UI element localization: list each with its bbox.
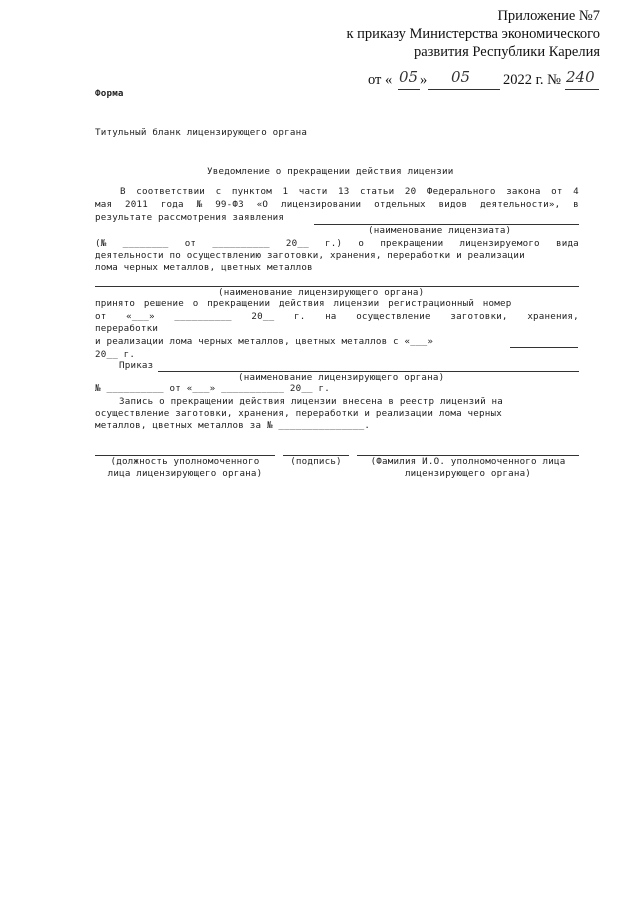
caption-signature: (подпись) — [290, 456, 342, 467]
p1-line3: результате рассмотрения заявления — [95, 212, 285, 223]
notice-title: Уведомление о прекращении действия лицензии — [207, 166, 454, 177]
p2-line5: 20__ г. — [95, 349, 136, 360]
caption-position-1: (должность уполномоченного — [110, 456, 260, 467]
caption-name-2: лицензирующего органа) — [404, 468, 532, 479]
caption-position-2: лица лицензирующего органа) — [107, 468, 263, 479]
order-number-line: № __________ от «___» ___________ 20__ г. — [95, 383, 330, 394]
ministry-name: развития Республики Карелия — [413, 44, 600, 60]
date-year-number-label: 2022 г. № — [503, 72, 562, 88]
date-prefix: от « — [368, 72, 393, 88]
p1-line5: деятельности по осуществлению заготовки, хранения, переработки и реализации — [95, 250, 525, 261]
date-month-handwritten: 05 — [451, 68, 471, 86]
registry-line2: осуществление заготовки, хранения, переработки и реализации лома черных — [95, 408, 502, 419]
appendix-number: Приложение №7 — [497, 8, 600, 24]
p1-line4: (№ ________ от __________ 20__ г.) о прекращении лицензируемого вида — [95, 238, 579, 249]
registry-line3: металлов, цветных металлов за № _______________. — [95, 420, 371, 431]
date-day-handwritten: 05 — [399, 68, 419, 86]
p2-line2: от «___» __________ 20__ г. на осуществление заготовки, хранения, — [95, 311, 579, 322]
doc-number-handwritten: 240 — [566, 68, 595, 86]
p2-line4: и реализации лома черных металлов, цветных металлов с «___» — [95, 336, 434, 347]
date-mid: » — [420, 72, 428, 88]
registry-line1: Запись о прекращении действия лицензии внесена в реестр лицензий на — [119, 396, 503, 407]
caption-authority-2: (наименование лицензирующего органа) — [238, 372, 445, 383]
p1-line6: лома черных металлов, цветных металлов — [95, 262, 313, 273]
order-label: Приказ — [119, 360, 154, 371]
form-label: Форма — [95, 88, 124, 99]
p1-line1: В соответствии с пунктом 1 части 13 статьи 20 Федерального закона от 4 — [120, 186, 579, 197]
caption-name-1: (Фамилия И.О. уполномоченного лица — [370, 456, 566, 467]
order-reference: к приказу Министерства экономического — [346, 26, 600, 42]
caption-licensee: (наименование лицензиата) — [368, 225, 512, 236]
p2-line3: переработки — [95, 323, 159, 334]
caption-authority-1: (наименование лицензирующего органа) — [218, 287, 425, 298]
p2-line1: принято решение о прекращении действия лицензии регистрационный номер — [95, 298, 512, 309]
p1-line2: мая 2011 года № 99-ФЗ «О лицензировании отдельных видов деятельности», в — [95, 199, 579, 210]
title-blank-caption: Титульный бланк лицензирующего органа — [95, 127, 308, 138]
